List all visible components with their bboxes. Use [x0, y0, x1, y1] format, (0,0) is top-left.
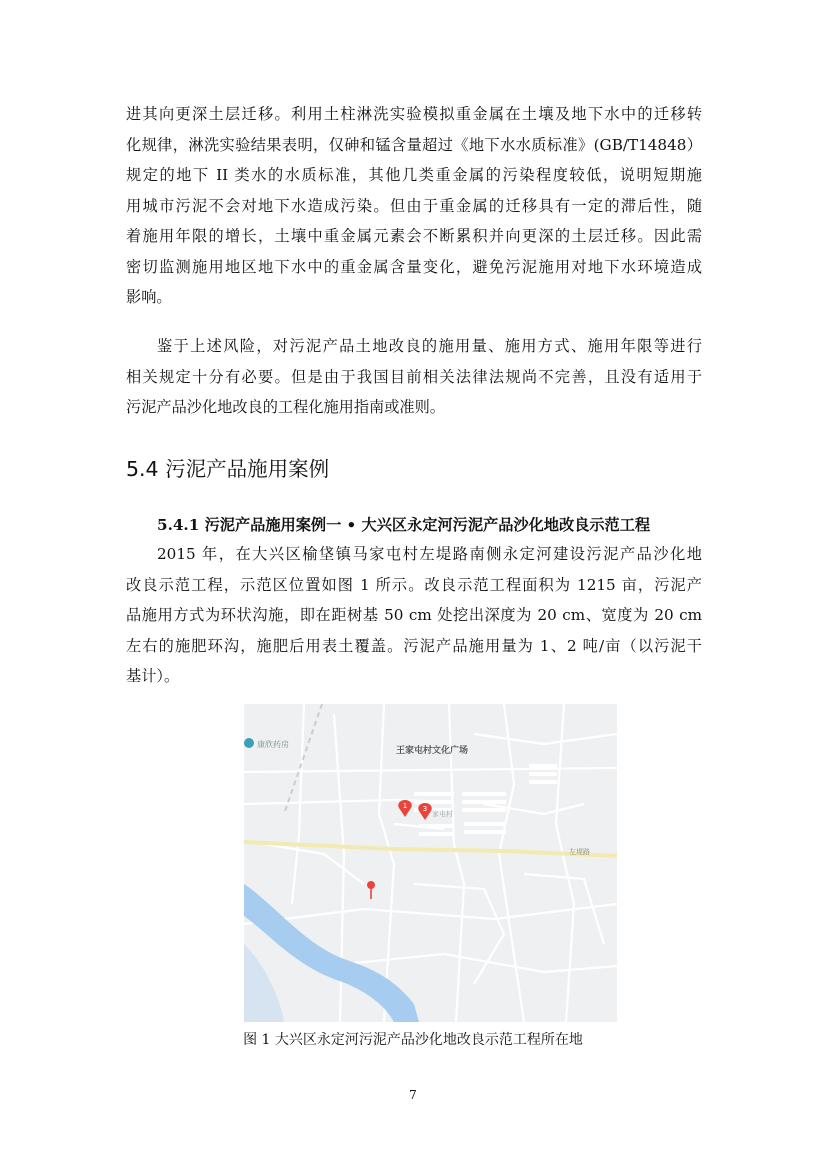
- figure-caption: 图 1 大兴区永定河污泥产品沙化地改良示范工程所在地: [243, 1032, 583, 1048]
- text-line: 2015 年，在大兴区榆垡镇马家屯村左堤路南侧永定河建设污泥产品沙化地: [157, 545, 702, 563]
- text-line: 品施用方式为环状沟施，即在距树基 50 cm 处挖出深度为 20 cm、宽度为 20 cm: [126, 606, 702, 624]
- paragraph-regulation: [126, 331, 702, 423]
- text-line: 鉴于上述风险，对污泥产品土地改良的施用量、施用方式、施用年限等进行: [157, 337, 702, 355]
- text-line: 密切监测施用地区地下水中的重金属含量变化，避免污泥施用对地下水环境造成: [126, 257, 702, 276]
- text-line: 化规律，淋洗实验结果表明，仅砷和锰含量超过《地下水水质标准》(GB/T14848）: [126, 135, 702, 154]
- text-line: 影响。: [126, 288, 172, 306]
- paragraph-groundwater-migration: [126, 99, 702, 313]
- map-label-pharmacy: 康欣药房: [257, 740, 289, 749]
- pharmacy-icon: [244, 738, 254, 748]
- section-heading: 5.4 污泥产品施用案例: [126, 457, 330, 481]
- text-line: 基计）。: [126, 667, 180, 685]
- subsection-heading: 5.4.1 污泥产品施用案例一 • 大兴区永定河污泥产品沙化地改良示范工程: [157, 516, 651, 534]
- text-line: 左右的施肥环沟，施肥后用表土覆盖。污泥产品施用量为 1、2 吨/亩（以污泥干: [126, 636, 702, 655]
- map-label-village: 家屯村: [432, 810, 453, 818]
- page-number: 7: [409, 1088, 417, 1102]
- text-line: 规定的地下 II 类水的水质标准，其他几类重金属的污染程度较低，说明短期施: [126, 166, 702, 184]
- map-graphic: [244, 704, 617, 1022]
- map-label-road: 左堤路: [569, 848, 590, 856]
- text-line: 改良示范工程，示范区位置如图 1 所示。改良示范工程面积为 1215 亩，污泥产: [126, 575, 702, 594]
- paragraph-case-description: [126, 539, 702, 692]
- map-label-plaza: 王家屯村文化广场: [396, 746, 469, 756]
- marker-1-label: 1: [402, 802, 408, 810]
- text-line: 相关规定十分有必要。但是由于我国目前相关法律法规尚不完善，且没有适用于: [126, 367, 702, 386]
- text-line: 用城市污泥不会对地下水造成污染。但由于重金属的迁移具有一定的滞后性，随: [126, 196, 702, 215]
- marker-3-label: 3: [422, 805, 428, 813]
- text-line: 污泥产品沙化地改良的工程化施用指南或准则。: [126, 398, 445, 416]
- text-line: 着施用年限的增长，土壤中重金属元素会不断累积并向更深的土层迁移。因此需: [126, 227, 702, 245]
- text-line: 进其向更深土层迁移。利用土柱淋洗实验模拟重金属在土壤及地下水中的迁移转: [126, 105, 702, 123]
- site-map-figure: [244, 704, 617, 1022]
